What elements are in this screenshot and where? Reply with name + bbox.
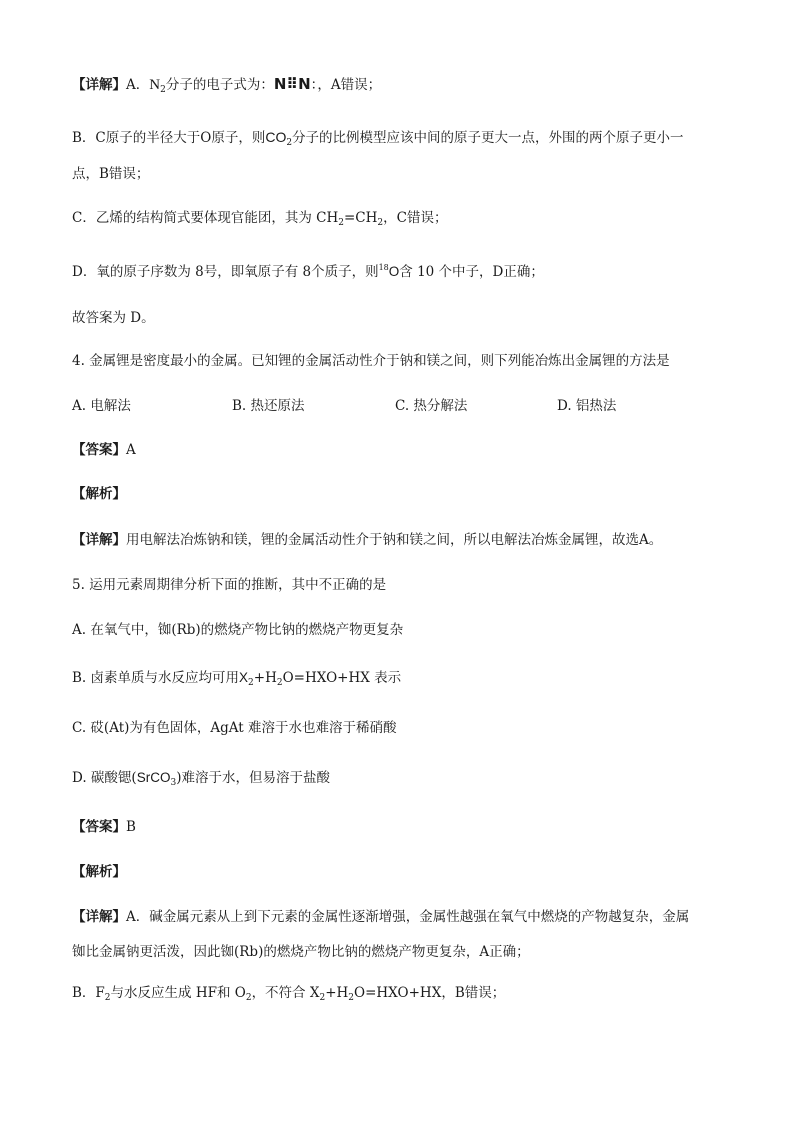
q4-option-c: C. 热分解法 — [395, 398, 468, 414]
detail-4: 【详解】用电解法冶炼钠和镁，锂的金属活动性介于钠和镁之间，所以电解法冶炼金属锂，故选A。 — [72, 532, 663, 548]
detail-5-a: 【详解】A．碱金属元素从上到下元素的金属性逐渐增强，金属性越强在氧气中燃烧的产物越复杂，金属 — [72, 909, 690, 925]
detail-line-3: 【详解】A．$N_2$分子的电子式为：N⠿N：，A错误； — [72, 75, 382, 95]
question-5: 5. 运用元素周期律分析下面的推断，其中不正确的是 — [72, 577, 387, 593]
q5-option-a: A. 在氧气中，铷(Rb)的燃烧产物比钠的燃烧产物更复杂 — [72, 622, 404, 638]
detail-line-b-cont: 点，B错误； — [72, 166, 150, 182]
q4-option-d: D. 铝热法 — [557, 398, 617, 414]
answer-5: 【答案】B — [72, 819, 136, 835]
analysis-5: 【解析】 — [72, 864, 126, 880]
detail-tag: 【详解】 — [72, 77, 126, 93]
detail-5-b: B．$F_2$与水反应生成 HF和 $O_2$，不符合 $X_2+H_2O=HXO+HX$，B错误； — [72, 985, 506, 1003]
answer-4: 【答案】A — [72, 442, 136, 458]
analysis-4: 【解析】 — [72, 486, 126, 502]
lewis-structure: N⠿N — [273, 75, 311, 93]
q4-option-a: A. 电解法 — [72, 398, 131, 414]
detail-5-a-cont: 铷比金属钠更活泼，因此铷(Rb)的燃烧产物比钠的燃烧产物更复杂，A正确； — [72, 944, 530, 960]
detail-line-c: C．乙烯的结构简式要体现官能团，其为 $CH_2=CH_2$，C错误； — [72, 210, 448, 228]
q5-option-b: B. 卤素单质与水反应均可用$X_2+H_2O=HXO+HX$ 表示 — [72, 670, 402, 688]
q5-option-d: D. 碳酸锶(SrCO$_3$)难溶于水，但易溶于盐酸 — [72, 770, 330, 788]
question-4: 4. 金属锂是密度最小的金属。已知锂的金属活动性介于钠和镁之间，则下列能冶炼出金属锂的方法是 — [72, 353, 670, 369]
detail-line-b: B．C原子的半径大于O原子，则$CO_2$分子的比例模型应该中间的原子更大一点，外围的两个原子更小一 — [72, 129, 684, 148]
q5-option-c: C. 砹(At)为有色固体，AgAt 难溶于水也难溶于稀硝酸 — [72, 720, 397, 736]
answer-summary: 故答案为 D。 — [72, 310, 155, 326]
detail-line-d: D．氧的原子序数为 8号，即氧原子有 8个质子，则$^{18}$O含 10 个中子，D正确； — [72, 263, 544, 280]
q4-option-b: B. 热还原法 — [232, 398, 305, 414]
